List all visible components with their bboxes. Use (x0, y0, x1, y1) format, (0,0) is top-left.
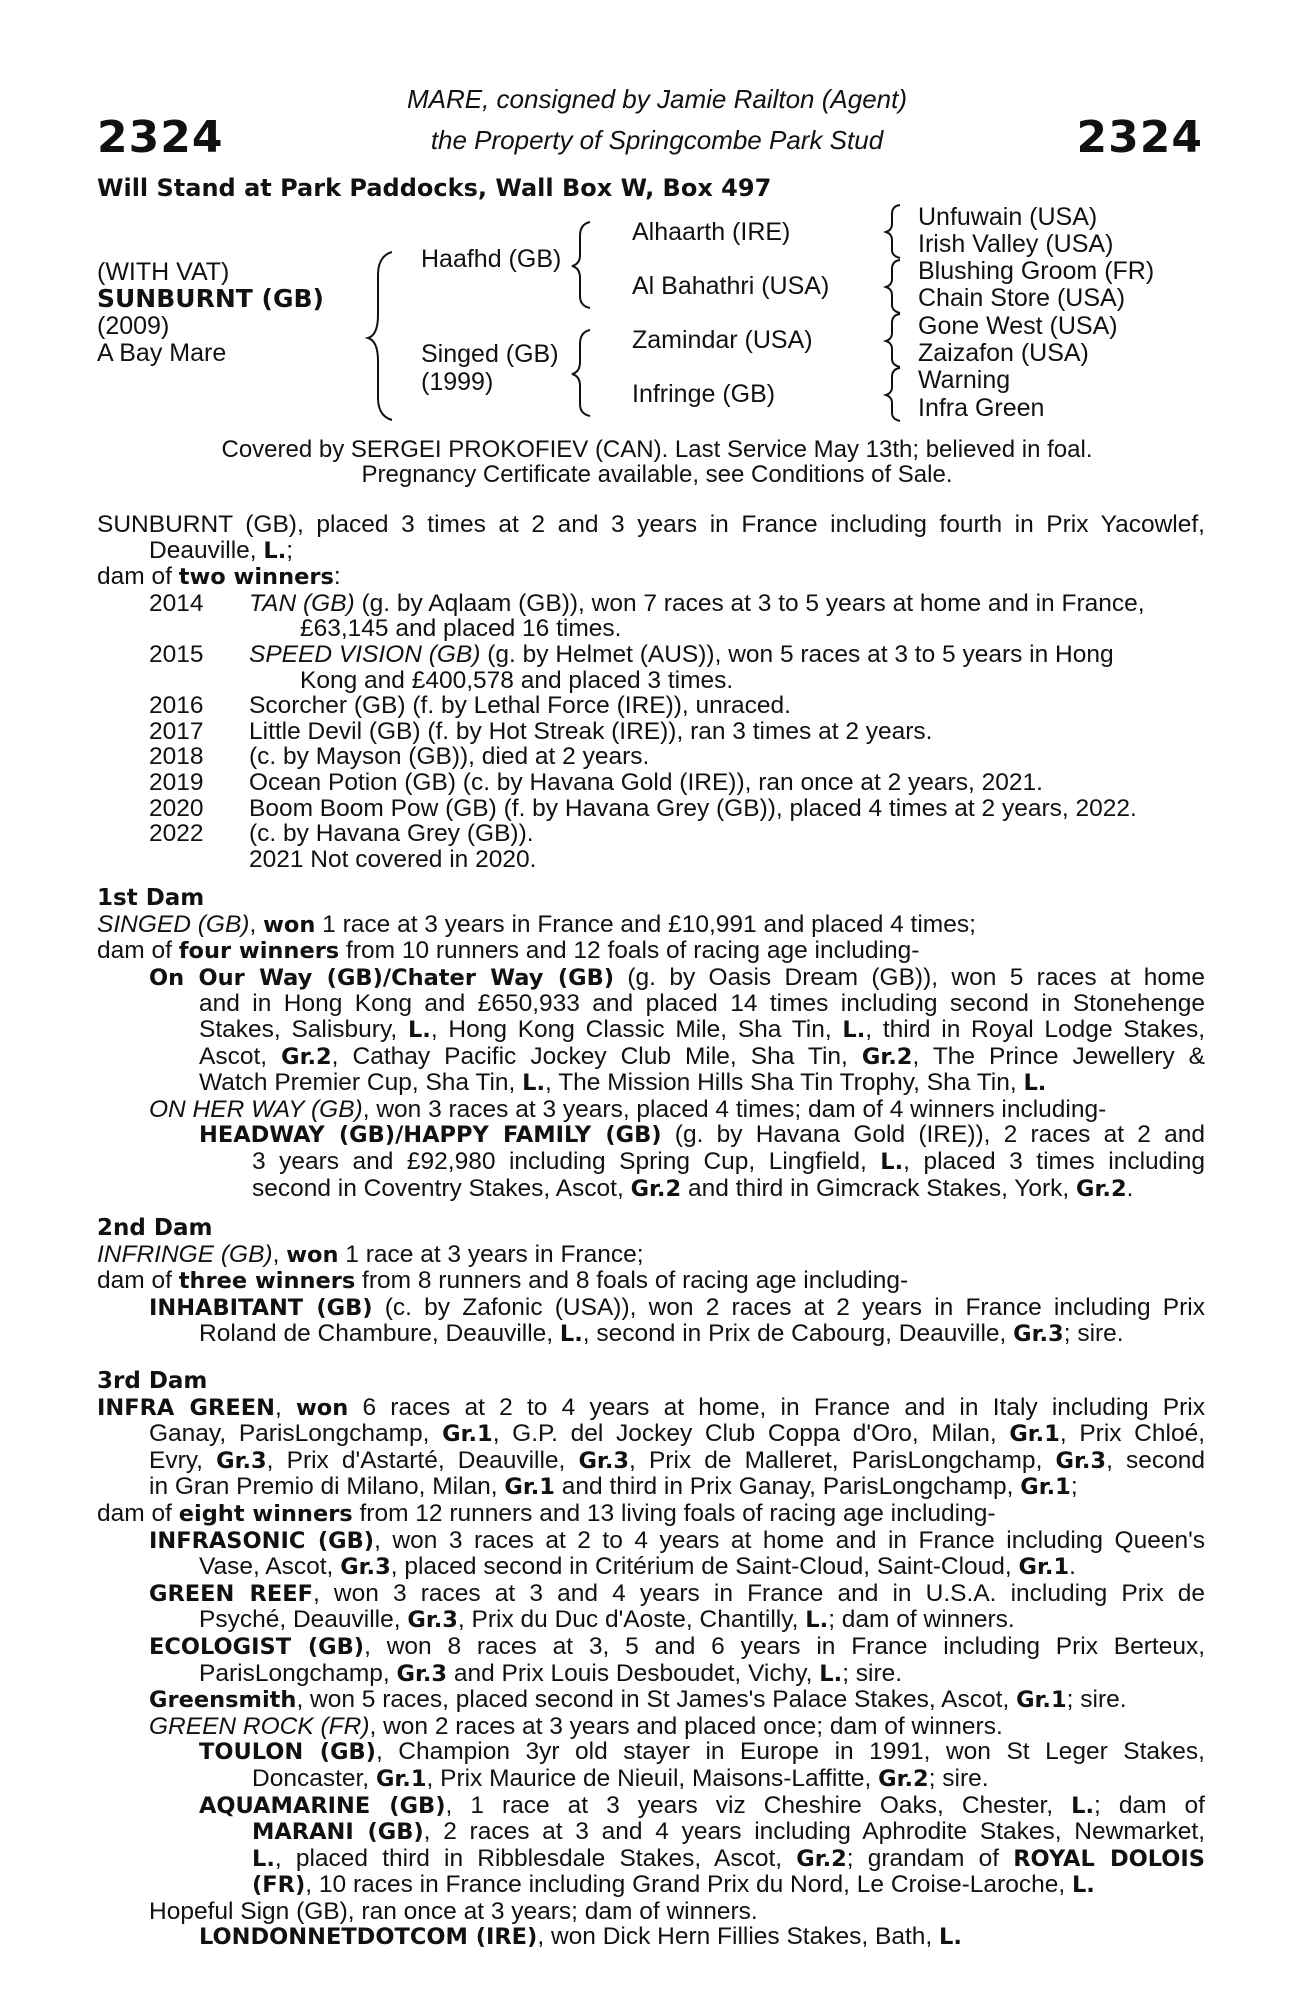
second-dam-line: INFRINGE (GB), won 1 race at 3 years in France; (97, 1240, 644, 1268)
covered-line: Covered by SERGEI PROKOFIEV (CAN). Last Service May 13th; believed in foal. (221, 436, 1093, 463)
dam-year: (1999) (421, 368, 494, 396)
infrasonic-line: INFRASONIC (GB), won 3 races at 2 to 4 years at home and in France including Queen's (149, 1526, 1206, 1554)
great-grandparent-5: Gone West (USA) (918, 312, 1118, 340)
produce-2022: 2022 (c. by Havana Grey (GB)). (149, 820, 534, 848)
on-our-way-line: On Our Way (GB)/Chater Way (GB) (g. by Oasis Dream (GB)), won 5 races at home (149, 963, 1206, 991)
ecologist-line: ECOLOGIST (GB), won 8 races at 3, 5 and 6 years in France including Prix Berteux, (149, 1632, 1206, 1660)
horse-summary-cont: Deauville, L.; (149, 536, 294, 564)
second-dam-section: 2nd Dam INFRINGE (GB), won 1 race at 3 years in France; dam of three winners from 8 runners and 8 foals of racing age including- INHABITANT (GB) (c. by Zafonic (USA)), won 2 races at 2 years in France including Prix Roland de Chambure, Deauville, L., second in Prix de Cabourg, Deauville, Gr.3; sire. (97, 1215, 1205, 1348)
great-grandparent-2: Irish Valley (USA) (918, 230, 1114, 258)
horse-name: SUNBURNT (GB) (97, 284, 324, 313)
first-dam-section: 1st Dam SINGED (GB), won 1 race at 3 years in France and £10,991 and placed 4 times; dam of four winners from 10 runners and 12 foals of racing age including- On Our Way (GB)/Chater Way (GB) (g. by Oasis Dream (GB)), won 5 races at home and in Hong Kong and £650,933 and placed 14 times including second in Stonehenge Stakes, Salisbury, L., Hong Kong Classic Mile, Sha Tin, L., third in Royal Lodge Stakes, Ascot, Gr.2, Cathay Pacific Jockey Club Mile, Sha Tin, Gr.2, The Prince Jewellery & Watch Premier Cup, Sha Tin, L., The Mission Hills Sha Tin Trophy, Sha Tin, L. ON HER WAY (GB), won 3 races at 3 years, placed 4 times; dam of 4 winners including- HEADWAY (GB)/HAPPY FAMILY (GB) (g. by Havana Gold (IRE)), 2 races at 2 and 3 years and £92,980 including Spring Cup, Lingfield, L., placed 3 times including second in Coventry Stakes, Ascot, Gr.2 and third in Gimcrack Stakes, York, Gr.2. (97, 885, 1206, 1202)
produce-2020: 2020 Boom Boom Pow (GB) (f. by Havana Grey (GB)), placed 4 times at 2 years, 2022. (149, 794, 1137, 822)
grandsire-maternal: Zamindar (USA) (632, 326, 813, 354)
produce-2019: 2019 Ocean Potion (GB) (c. by Havana Gold (IRE)), ran once at 2 years, 2021. (149, 768, 1043, 796)
lot-number-right: 2324 (1076, 112, 1203, 163)
produce-2015-cont: Kong and £400,578 and placed 3 times. (300, 666, 734, 694)
green-rock-line: GREEN ROCK (FR), won 2 races at 3 years and placed once; dam of winners. (149, 1712, 1003, 1740)
granddam-maternal: Infringe (GB) (632, 380, 776, 408)
produce-2022-cont: 2021 Not covered in 2020. (249, 845, 537, 873)
grandsire-paternal: Alhaarth (IRE) (632, 218, 791, 246)
produce-2016: 2016 Scorcher (GB) (f. by Lethal Force (IRE)), unraced. (149, 692, 791, 720)
green-reef-line: GREEN REEF, won 3 races at 3 and 4 years in France and in U.S.A. including Prix de (149, 1579, 1206, 1607)
horse-description: A Bay Mare (97, 339, 227, 367)
consignor-line: MARE, consigned by Jamie Railton (Agent) (406, 84, 907, 114)
on-her-way-line: ON HER WAY (GB), won 3 races at 3 years, placed 4 times; dam of 4 winners including- (149, 1095, 1107, 1123)
property-line: the Property of Springcombe Park Stud (430, 125, 884, 155)
londonnetdotcom-line: LONDONNETDOTCOM (IRE), won Dick Hern Fillies Stakes, Bath, L. (199, 1923, 962, 1951)
produce-2014: 2014 TAN (GB) (g. by Aqlaam (GB)), won 7 races at 3 to 5 years at home and in France, (149, 589, 1145, 617)
headway-line: HEADWAY (GB)/HAPPY FAMILY (GB) (g. by Havana Gold (IRE)), 2 races at 2 and (199, 1121, 1205, 1149)
aquamarine-line: AQUAMARINE (GB), 1 race at 3 years viz Cheshire Oaks, Chester, L.; dam of (199, 1791, 1205, 1819)
dam-name: Singed (GB) (421, 340, 559, 368)
third-dam-heading: 3rd Dam (97, 1368, 208, 1394)
third-dam-produce: dam of eight winners from 12 runners and 13 living foals of racing age including- (97, 1499, 996, 1527)
first-dam-line: SINGED (GB), won 1 race at 3 years in France and £10,991 and placed 4 times; (97, 910, 976, 938)
first-dam-heading: 1st Dam (97, 885, 205, 911)
great-grandparent-7: Warning (918, 366, 1011, 394)
hopeful-sign-line: Hopeful Sign (GB), ran once at 3 years; dam of winners. (149, 1897, 758, 1925)
sire-name: Haafhd (GB) (421, 245, 562, 273)
stand-location: Will Stand at Park Paddocks, Wall Box W, Box 497 (97, 174, 772, 202)
great-grandparent-1: Unfuwain (USA) (918, 203, 1098, 231)
second-dam-produce: dam of three winners from 8 runners and 8 foals of racing age including- (97, 1267, 909, 1295)
third-dam-section: 3rd Dam INFRA GREEN, won 6 races at 2 to 4 years at home, in France and in Italy including Prix Ganay, ParisLongchamp, Gr.1, G.P. del Jockey Club Coppa d'Oro, Milan, Gr.1, Prix Chloé, Evry, Gr.3, Prix d'Astarté, Deauville, Gr.3, Prix de Malleret, ParisLongchamp, Gr.3, second in Gran Premio di Milano, Milan, Gr.1 and third in Prix Ganay, ParisLongchamp, Gr.1; dam of eight winners from 12 runners and 13 living foals of racing age including- INFRASONIC (GB), won 3 races at 2 to 4 years at home and in France including Queen's Vase, Ascot, Gr.3, placed second in Critérium de Saint-Cloud, Saint-Cloud, Gr.1. GREEN REEF, won 3 races at 3 and 4 years in France and in U.S.A. including Prix de Psyché, Deauville, Gr.3, Prix du Duc d'Aoste, Chantilly, L.; dam of winners. ECOLOGIST (GB), won 8 races at 3, 5 and 6 years in France including Prix Berteux, ParisLongchamp, Gr.3 and Prix Louis Desboudet, Vichy, L.; sire. Greensmith, won 5 races, placed second in St James's Palace Stakes, Ascot, Gr.1; sire. GREEN ROCK (FR), won 2 races at 3 years and placed once; dam of winners. TOULON (GB), Champion 3yr old stayer in Europe in 1991, won St Leger Stakes, Doncaster, Gr.1, Prix Maurice de Nieuil, Maisons-Laffitte, Gr.2; sire. AQUAMARINE (GB), 1 race at 3 years viz Cheshire Oaks, Chester, L.; dam of MARANI (GB), 2 races at 3 and 4 years including Aphrodite Stakes, Newmarket, L., placed third in Ribblesdale Stakes, Ascot, Gr.2; grandam of ROYAL DOLOIS (FR), 10 races in France including Grand Prix du Nord, Le Croise-Laroche, L. Hopeful Sign (GB), ran once at 3 years; dam of winners. LONDONNETDOTCOM (IRE), won Dick Hern Fillies Stakes, Bath, L. (97, 1368, 1206, 1951)
great-grandparent-4: Chain Store (USA) (918, 284, 1126, 312)
horse-summary-line: SUNBURNT (GB), placed 3 times at 2 and 3 years in France including fourth in Prix Yacowlef, (97, 511, 1205, 538)
horse-year: (2009) (97, 312, 170, 340)
great-grandparent-3: Blushing Groom (FR) (918, 257, 1155, 285)
produce-2018: 2018 (c. by Mayson (GB)), died at 2 years. (149, 743, 650, 771)
pregnancy-certificate-line: Pregnancy Certificate available, see Conditions of Sale. (361, 461, 953, 488)
inhabitant-line: INHABITANT (GB) (c. by Zafonic (USA)), won 2 races at 2 years in France including Prix (149, 1293, 1205, 1321)
produce-2015: 2015 SPEED VISION (GB) (g. by Helmet (AUS)), won 5 races at 3 to 5 years in Hong (149, 640, 1114, 668)
produce-section (97, 512, 1205, 872)
second-dam-heading: 2nd Dam (97, 1215, 213, 1241)
great-grandparent-6: Zaizafon (USA) (918, 339, 1089, 367)
pedigree-brackets (0, 0, 1314, 430)
infra-green-line: INFRA GREEN, won 6 races at 2 to 4 years at home, in France and in Italy including Prix (97, 1393, 1205, 1421)
produce-2017: 2017 Little Devil (GB) (f. by Hot Streak (IRE)), ran 3 times at 2 years. (149, 717, 933, 745)
toulon-line: TOULON (GB), Champion 3yr old stayer in Europe in 1991, won St Leger Stakes, (199, 1738, 1205, 1766)
produce-2014-cont: £63,145 and placed 16 times. (300, 615, 622, 643)
first-dam-produce: dam of four winners from 10 runners and 12 foals of racing age including- (97, 937, 920, 965)
marani-line: MARANI (GB), 2 races at 3 and 4 years including Aphrodite Stakes, Newmarket, (252, 1818, 1205, 1846)
great-grandparent-8: Infra Green (918, 394, 1045, 422)
lot-number-left: 2324 (97, 112, 224, 163)
granddam-paternal: Al Bahathri (USA) (632, 272, 830, 300)
greensmith-line: Greensmith, won 5 races, placed second in St James's Palace Stakes, Ascot, Gr.1; sire. (149, 1686, 1127, 1714)
dam-of-line: dam of two winners: (97, 563, 341, 591)
vat-note: (WITH VAT) (97, 258, 230, 286)
